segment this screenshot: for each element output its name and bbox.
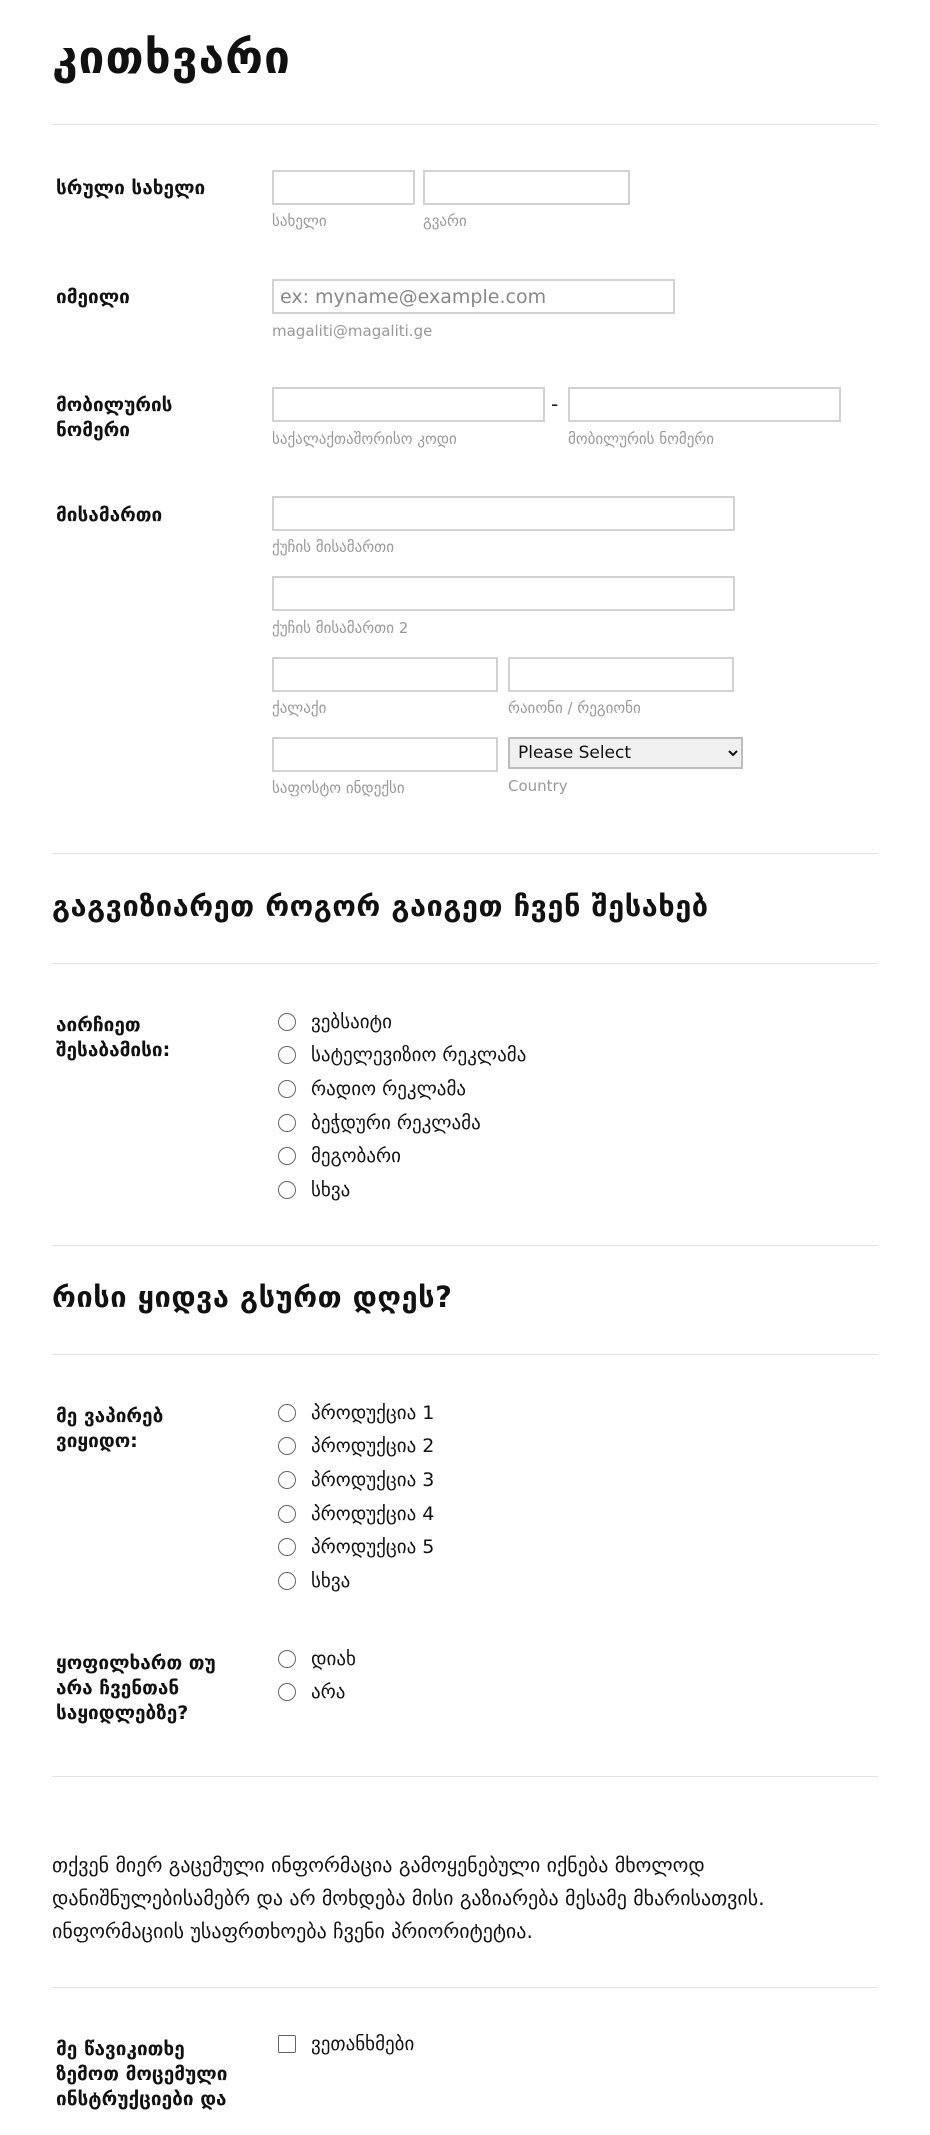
radio-option-label: პროდუქცია 2 (311, 1435, 435, 1458)
divider (52, 124, 878, 125)
radio-option-label: პროდუქცია 5 (311, 1536, 435, 1559)
region-input[interactable] (508, 657, 734, 692)
phone-separator: - (551, 392, 559, 416)
agreement-checkbox-row[interactable] (278, 2033, 414, 2055)
address-label: მისამართი (56, 504, 163, 526)
previous-purchase-option[interactable] (278, 1676, 356, 1710)
radio-button[interactable] (278, 1572, 296, 1590)
postal-code-sublabel: საფოსტო ინდექსი (272, 779, 405, 797)
privacy-notice: თქვენ მიერ გაცემული ინფორმაცია გამოყენებული იქნება მხოლოდ დანიშნულებისამებრ და არ მოხდება მისი გაზიარება მესამე მხარისათვის. ინფორმაციის უსაფრთხოება ჩვენი პრიორიტეტია. (52, 1853, 765, 1943)
divider (52, 853, 878, 854)
radio-button[interactable] (278, 1471, 296, 1489)
purchase-label: მე ვაპირებ ვიყიდო: (56, 1405, 164, 1452)
phone-number-input[interactable] (568, 387, 841, 422)
divider (52, 1987, 878, 1988)
first-name-input[interactable] (272, 170, 415, 205)
radio-option-label: სხვა (311, 1178, 351, 1201)
source-option[interactable] (278, 1173, 526, 1207)
source-option[interactable] (278, 1039, 526, 1073)
city-sublabel: ქალაქი (272, 699, 327, 717)
country-sublabel: Country (508, 777, 568, 795)
region-sublabel: რაიონი / რეგიონი (508, 699, 641, 717)
purchase-option[interactable] (278, 1463, 434, 1497)
divider (52, 963, 878, 964)
source-label: აირჩიეთ შესაბამისი: (56, 1014, 171, 1061)
page-title: კითხვარი (52, 30, 291, 84)
country-select[interactable] (508, 737, 743, 769)
radio-option-label: პროდუქცია 3 (311, 1468, 435, 1491)
area-code-input[interactable] (272, 387, 545, 422)
radio-button[interactable] (278, 1505, 296, 1523)
radio-button[interactable] (278, 1147, 296, 1165)
purchase-option[interactable] (278, 1497, 434, 1531)
source-option[interactable] (278, 1106, 526, 1140)
radio-button[interactable] (278, 1538, 296, 1556)
full-name-label: სრული სახელი (56, 177, 206, 199)
radio-button[interactable] (278, 1013, 296, 1031)
street-input[interactable] (272, 496, 735, 531)
radio-option-label: ბეჭდური რეკლამა (311, 1111, 481, 1134)
source-option[interactable] (278, 1005, 526, 1039)
radio-button[interactable] (278, 1181, 296, 1199)
purchase-radio-group (278, 1396, 434, 1598)
email-input[interactable] (272, 279, 675, 314)
radio-button[interactable] (278, 1683, 296, 1701)
purchase-option[interactable] (278, 1430, 434, 1464)
previous-purchase-label: ყოფილხართ თუ არა ჩვენთან საყიდლებზე? (56, 1652, 216, 1724)
radio-option-label: რადიო რეკლამა (311, 1077, 467, 1100)
radio-option-label: პროდუქცია 1 (311, 1401, 435, 1424)
last-name-sublabel: გვარი (423, 212, 467, 230)
street2-sublabel: ქუჩის მისამართი 2 (272, 619, 409, 637)
phone-label: მობილურის ნომერი (56, 394, 173, 441)
purchase-option[interactable] (278, 1530, 434, 1564)
radio-option-label: მეგობარი (311, 1145, 401, 1168)
divider (52, 1245, 878, 1246)
radio-option-label: პროდუქცია 4 (311, 1502, 435, 1525)
source-radio-group (278, 1005, 526, 1207)
first-name-sublabel: სახელი (272, 212, 327, 230)
area-code-sublabel: საქალაქთაშორისო კოდი (272, 430, 457, 448)
street-sublabel: ქუჩის მისამართი (272, 538, 394, 556)
radio-button[interactable] (278, 1650, 296, 1668)
divider (52, 1776, 878, 1777)
email-sublabel: magaliti@magaliti.ge (272, 322, 433, 340)
radio-button[interactable] (278, 1046, 296, 1064)
city-input[interactable] (272, 657, 498, 692)
purchase-option[interactable] (278, 1564, 434, 1598)
radio-option-label: სხვა (311, 1569, 351, 1592)
agreement-label: მე წავიკითხე ზემოთ მოცემული ინსტრუქციები და (56, 2038, 228, 2110)
radio-option-label: ვებსაიტი (311, 1010, 392, 1033)
last-name-input[interactable] (423, 170, 630, 205)
agreement-checkbox-label: ვეთანხმები (311, 2033, 415, 2055)
previous-purchase-radio-group (278, 1642, 356, 1709)
previous-purchase-option[interactable] (278, 1642, 356, 1676)
radio-option-label: დიახ (311, 1647, 356, 1670)
postal-code-input[interactable] (272, 737, 498, 772)
radio-button[interactable] (278, 1114, 296, 1132)
purchase-section-heading: რისი ყიდვა გსურთ დღეს? (52, 1280, 453, 1314)
agreement-checkbox[interactable] (278, 2035, 296, 2053)
email-label: იმეილი (56, 286, 130, 308)
divider (52, 1354, 878, 1355)
source-option[interactable] (278, 1072, 526, 1106)
radio-option-label: არა (311, 1681, 346, 1704)
purchase-option[interactable] (278, 1396, 434, 1430)
radio-button[interactable] (278, 1404, 296, 1422)
radio-button[interactable] (278, 1437, 296, 1455)
source-section-heading: გაგვიზიარეთ როგორ გაიგეთ ჩვენ შესახებ (52, 889, 709, 923)
street2-input[interactable] (272, 576, 735, 611)
source-option[interactable] (278, 1139, 526, 1173)
phone-number-sublabel: მობილურის ნომერი (568, 430, 715, 448)
radio-option-label: სატელევიზიო რეკლამა (311, 1044, 527, 1067)
radio-button[interactable] (278, 1080, 296, 1098)
